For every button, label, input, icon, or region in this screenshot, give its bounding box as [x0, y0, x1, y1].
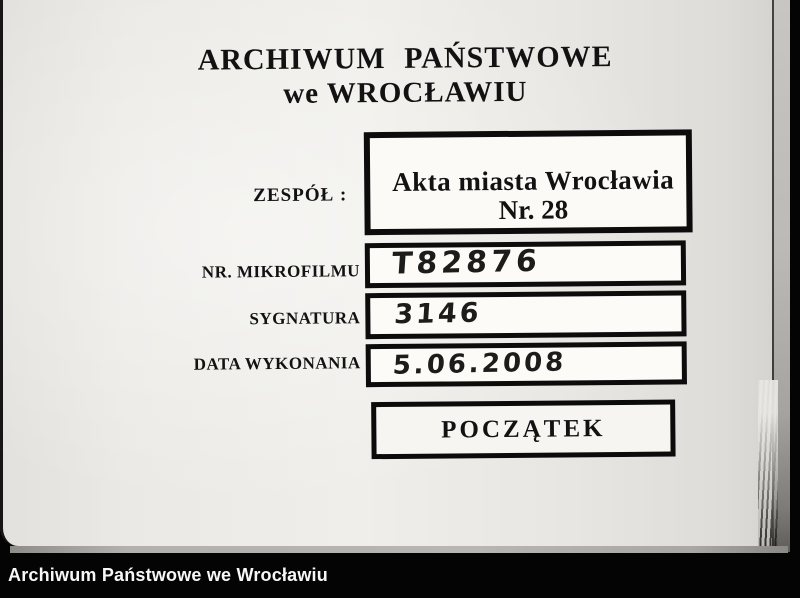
archive-title: [55, 39, 756, 113]
microfilm-number-label: NR. MIKROFILMU: [201, 261, 361, 282]
microfilm-number-box: [365, 240, 686, 288]
document-content: [1, 0, 775, 549]
start-marker-box: [371, 399, 675, 459]
signature-label: SYGNATURA: [249, 308, 361, 329]
microfilm-number-value: T82876: [390, 243, 543, 282]
signature-value: 3146: [393, 297, 483, 331]
zespol-box: [364, 129, 693, 235]
zespol-label: ZESPÓŁ :: [253, 184, 348, 207]
fonds-name: Akta miasta Wrocławia: [392, 164, 675, 198]
signature-box: [365, 290, 686, 339]
start-marker-label: POCZĄTEK: [441, 414, 606, 444]
page-edge-streaks: [758, 380, 778, 548]
caption-bar: [0, 553, 800, 598]
archive-title-line1: ARCHIWUM PAŃSTWOWE: [197, 40, 613, 77]
creation-date-box: [366, 341, 687, 387]
caption-text: Archiwum Państwowe we Wrocławiu: [8, 565, 328, 585]
scan-background-strip: [10, 546, 788, 553]
creation-date-label: DATA WYKONANIA: [193, 353, 361, 374]
archive-title-line2: we WROCŁAWIU: [283, 75, 528, 110]
creation-date-value: 5.06.2008: [391, 346, 568, 381]
fonds-number: Nr. 28: [498, 194, 569, 225]
